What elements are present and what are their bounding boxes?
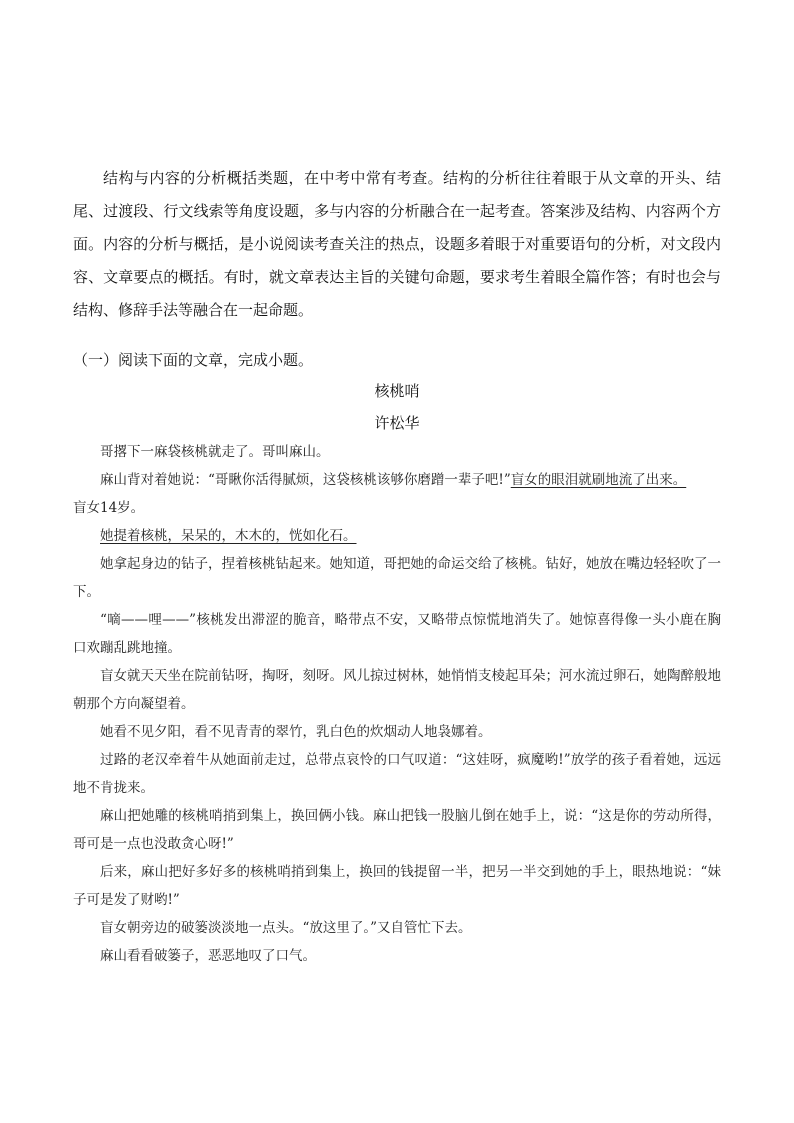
story-author: 许松华 (374, 414, 420, 432)
story-paragraph-4 (73, 522, 721, 550)
section-heading: （一）阅读下面的文章，完成小题。 (73, 351, 314, 369)
story-paragraph-5: 她拿起身边的钻子，捏着核桃钻起来。她知道，哥把她的命运交给了核桃。钻好，她放在嘴边轻轻吹了一下。 (73, 556, 721, 600)
underlined-sentence-fossil: 她提着核桃，呆呆的，木木的，恍如化石。 (100, 528, 357, 544)
story-body (73, 438, 721, 970)
story-paragraph-2-speech: 麻山背对着她说：“哥瞅你活得腻烦，这袋核桃该够你磨蹭一辈子吧!” (100, 472, 511, 488)
story-paragraph-3: 盲女14岁。 (73, 500, 145, 516)
story-paragraph-12: 盲女朝旁边的破篓淡淡地一点头。“放这里了。”又自管忙下去。 (100, 920, 472, 936)
story-paragraph-11: 后来，麻山把好多好多的核桃哨捎到集上，换回的钱提留一半，把另一半交到她的手上，眼热地说：“妹子可是发了财哟!” (73, 864, 721, 908)
story-paragraph-1: 哥撂下一麻袋核桃就走了。哥叫麻山。 (100, 444, 330, 460)
story-paragraph-13: 麻山看看破篓子，恶恶地叹了口气。 (100, 948, 316, 964)
story-paragraph-6: “嘀——哩——”核桃发出滞涩的脆音，略带点不安，又略带点惊慌地消失了。她惊喜得像一头小鹿在胸口欢蹦乱跳地撞。 (73, 612, 721, 656)
story-paragraph-7: 盲女就天天坐在院前钻呀，掏呀，刻呀。风儿掠过树林，她悄悄支棱起耳朵；河水流过卵石，她陶醉般地朝那个方向凝望着。 (73, 668, 721, 712)
intro-paragraph: 结构与内容的分析概括类题，在中考中常有考查。结构的分析往往着眼于从文章的开头、结尾、过渡段、行文线索等角度设题，多与内容的分析融合在一起考查。答案涉及结构、内容两个方面。内容的分析与概括，是小说阅读考查关注的热点，设题多着眼于对重要语句的分析，对文段内容、文章要点的概括。有时，就文章表达主旨的关键句命题，要求考生着眼全篇作答；有时也会与结构、修辞手法等融合在一起命题。 (73, 169, 721, 319)
story-paragraph-2 (73, 466, 721, 494)
story-paragraph-10: 麻山把她雕的核桃哨捎到集上，换回俩小钱。麻山把钱一股脑儿倒在她手上，说：“这是你的劳动所得，哥可是一点也没敢贪心呀!” (73, 808, 721, 852)
story-title: 核桃哨 (374, 382, 420, 400)
story-paragraph-9: 过路的老汉牵着牛从她面前走过，总带点哀怜的口气叹道：“这娃呀，疯魔哟!”放学的孩子看着她，远远地不肯拢来。 (73, 752, 721, 796)
story-paragraph-8: 她看不见夕阳，看不见青青的翠竹，乳白色的炊烟动人地袅娜着。 (100, 724, 492, 740)
underlined-sentence-tears: 盲女的眼泪就刷地流了出来。 (510, 472, 687, 488)
